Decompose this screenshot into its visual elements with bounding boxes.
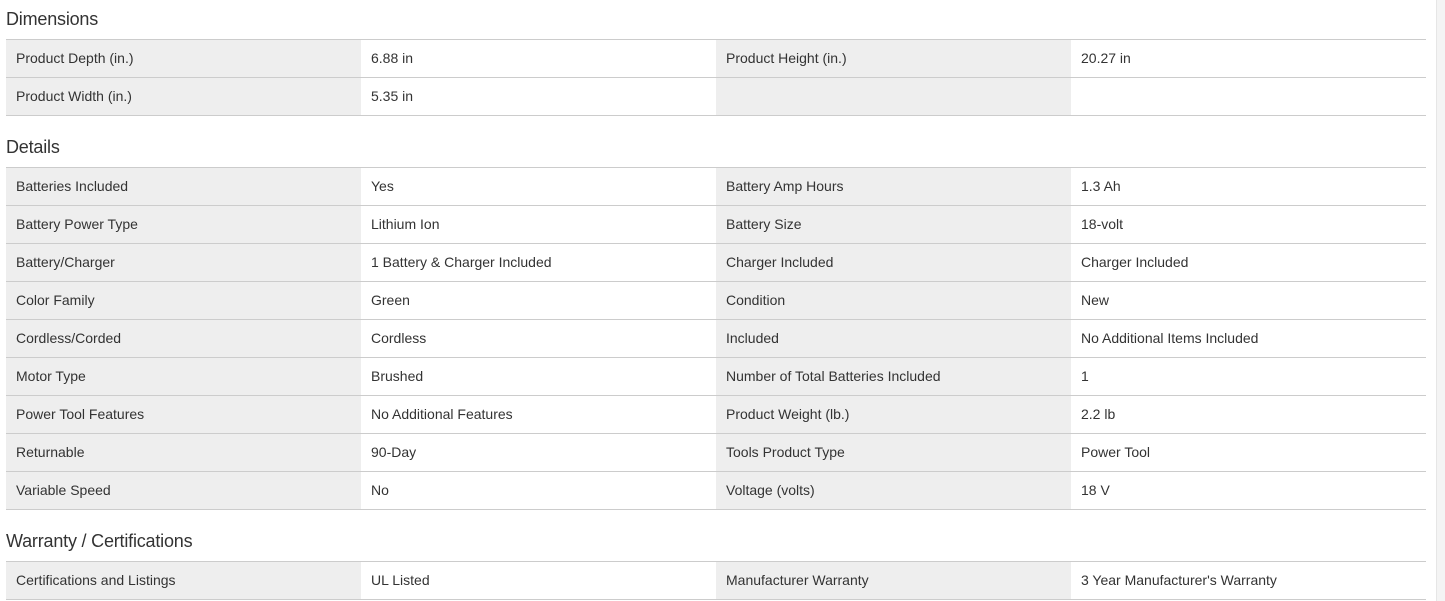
vertical-scrollbar[interactable] <box>1436 0 1445 601</box>
section-title-details: Details <box>6 137 60 157</box>
spec-label: Manufacturer Warranty <box>716 562 1071 599</box>
spec-label: Product Width (in.) <box>6 78 361 115</box>
spec-row <box>6 78 1426 116</box>
spec-label: Product Depth (in.) <box>6 40 361 77</box>
spec-label: Color Family <box>6 282 361 319</box>
spec-label: Condition <box>716 282 1071 319</box>
spec-row <box>6 358 1426 396</box>
spec-label: Battery/Charger <box>6 244 361 281</box>
spec-label: Variable Speed <box>6 472 361 509</box>
spec-value: Brushed <box>361 358 716 395</box>
spec-value: 1 <box>1071 358 1426 395</box>
spec-label: Power Tool Features <box>6 396 361 433</box>
section-title-warranty-certifications: Warranty / Certifications <box>6 531 193 551</box>
spec-value: No <box>361 472 716 509</box>
spec-value: 18-volt <box>1071 206 1426 243</box>
spec-label: Batteries Included <box>6 168 361 205</box>
specifications-panel <box>6 0 1426 600</box>
spec-row <box>6 562 1426 600</box>
spec-row <box>6 206 1426 244</box>
spec-value: Power Tool <box>1071 434 1426 471</box>
spec-label: Voltage (volts) <box>716 472 1071 509</box>
spec-label: Number of Total Batteries Included <box>716 358 1071 395</box>
spec-table-dimensions <box>6 39 1426 116</box>
spec-value: 90-Day <box>361 434 716 471</box>
spec-value: Charger Included <box>1071 244 1426 281</box>
spec-value: 2.2 lb <box>1071 396 1426 433</box>
spec-value-empty <box>1071 78 1426 115</box>
spec-label: Tools Product Type <box>716 434 1071 471</box>
spec-value: 6.88 in <box>361 40 716 77</box>
spec-label: Cordless/Corded <box>6 320 361 357</box>
spec-table-warranty <box>6 561 1426 600</box>
spec-table-details <box>6 167 1426 510</box>
spec-value: 3 Year Manufacturer's Warranty <box>1071 562 1426 599</box>
spec-value: No Additional Items Included <box>1071 320 1426 357</box>
spec-value: 18 V <box>1071 472 1426 509</box>
spec-label: Included <box>716 320 1071 357</box>
spec-value: Yes <box>361 168 716 205</box>
spec-value: 1.3 Ah <box>1071 168 1426 205</box>
spec-value: 20.27 in <box>1071 40 1426 77</box>
spec-row <box>6 396 1426 434</box>
spec-label: Product Height (in.) <box>716 40 1071 77</box>
spec-row <box>6 282 1426 320</box>
spec-value: Cordless <box>361 320 716 357</box>
spec-label: Product Weight (lb.) <box>716 396 1071 433</box>
spec-value: UL Listed <box>361 562 716 599</box>
spec-label: Battery Amp Hours <box>716 168 1071 205</box>
spec-label: Certifications and Listings <box>6 562 361 599</box>
section-title-dimensions: Dimensions <box>6 9 99 29</box>
spec-row <box>6 472 1426 510</box>
spec-row <box>6 320 1426 358</box>
spec-label-empty <box>716 78 1071 115</box>
spec-value: 5.35 in <box>361 78 716 115</box>
spec-label: Battery Size <box>716 206 1071 243</box>
spec-row <box>6 244 1426 282</box>
spec-value: Green <box>361 282 716 319</box>
spec-row <box>6 434 1426 472</box>
spec-label: Battery Power Type <box>6 206 361 243</box>
spec-label: Charger Included <box>716 244 1071 281</box>
spec-value: Lithium Ion <box>361 206 716 243</box>
spec-value: 1 Battery & Charger Included <box>361 244 716 281</box>
spec-value: No Additional Features <box>361 396 716 433</box>
spec-label: Motor Type <box>6 358 361 395</box>
spec-label: Returnable <box>6 434 361 471</box>
spec-value: New <box>1071 282 1426 319</box>
spec-row <box>6 40 1426 78</box>
spec-row <box>6 168 1426 206</box>
